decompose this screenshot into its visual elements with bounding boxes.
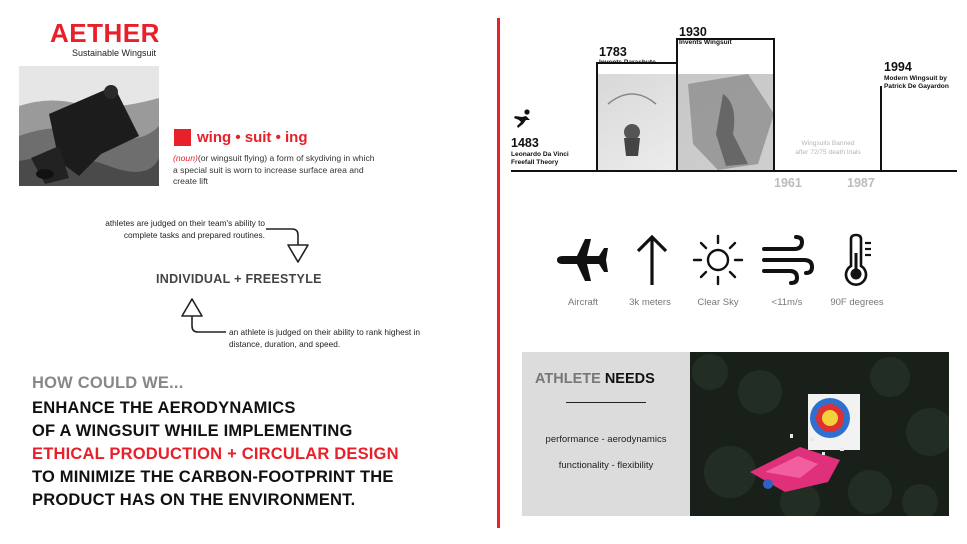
needs-divider <box>566 402 646 403</box>
definition-marker <box>174 129 191 146</box>
airplane-icon <box>555 233 609 287</box>
category-label: INDIVIDUAL + FREESTYLE <box>156 272 322 286</box>
hcw-line-2: OF A WINGSUIT WHILE IMPLEMENTING <box>32 422 353 440</box>
hcw-line-3: ETHICAL PRODUCTION + CIRCULAR DESIGN <box>32 445 399 463</box>
event-year-1994: 1994 <box>884 60 912 74</box>
ban-caption-b: after 72/75 death trials <box>795 149 861 156</box>
individual-judging-note: an athlete is judged on their ability to rank highest in distance, duration, and speed. <box>229 327 420 349</box>
definition-term: wing • suit • ing <box>197 129 308 146</box>
ban-end-year: 1987 <box>847 176 875 190</box>
skydiver-icon <box>512 108 534 130</box>
hcw-line-5: PRODUCT HAS ON THE ENVIRONMENT. <box>32 491 356 509</box>
arrow-up-icon <box>625 233 679 287</box>
event-caption-1783: Invents Parachute <box>599 59 656 66</box>
event-caption-1483-b: Freefall Theory <box>511 159 559 166</box>
panel-divider <box>497 18 500 528</box>
arrow-up-outline-icon <box>178 296 230 338</box>
wingsuit-flyer-photo <box>19 66 159 186</box>
definition-text <box>173 153 378 188</box>
athlete-needs-title <box>535 371 655 387</box>
condition-label-wind: <11m/s <box>771 297 803 308</box>
needs-item-performance: performance - aerodynamics <box>545 434 667 445</box>
timeline-bar-1994 <box>880 86 882 172</box>
arrow-down-icon <box>262 225 310 265</box>
event-caption-1483-a: Leonardo Da Vinci <box>511 151 569 158</box>
event-caption-1994-b: Patrick De Gayardon <box>884 83 949 90</box>
condition-label-temperature: 90F degrees <box>830 297 884 308</box>
condition-label-altitude: 3k meters <box>629 297 671 308</box>
needs-title-light: ATHLETE <box>535 371 601 387</box>
condition-label-sky: Clear Sky <box>697 297 739 308</box>
timeline-baseline <box>511 170 957 172</box>
ban-caption-a: Wingsuits Banned <box>801 140 855 147</box>
brand-title: AETHER <box>50 18 160 48</box>
ban-start-year: 1961 <box>774 176 802 190</box>
needs-title-bold: NEEDS <box>604 371 655 387</box>
condition-label-aircraft: Aircraft <box>567 297 599 308</box>
definition-pos: (noun) <box>173 153 198 163</box>
event-caption-1994-a: Modern Wingsuit by <box>884 75 947 82</box>
event-caption-1930: Invents Wingsuit <box>679 39 732 46</box>
thermometer-icon <box>830 233 884 287</box>
timeline-bar-1930 <box>676 38 678 172</box>
hcw-line-4: TO MINIMIZE THE CARBON-FOOTPRINT THE <box>32 468 394 486</box>
hcw-lead: HOW COULD WE... <box>32 374 184 392</box>
wingsuit-target-photo <box>690 352 949 516</box>
hcw-line-1: ENHANCE THE AERODYNAMICS <box>32 399 296 417</box>
event-year-1930: 1930 <box>679 25 707 39</box>
needs-item-functionality: functionality - flexibility <box>558 460 654 471</box>
sun-icon <box>691 233 745 287</box>
team-judging-note: athletes are judged on their team's ability to complete tasks and prepared routines. <box>105 218 265 240</box>
event-year-1483: 1483 <box>511 136 539 150</box>
event-year-1783: 1783 <box>599 45 627 59</box>
brand-subtitle: Sustainable Wingsuit <box>72 48 157 58</box>
timeline-history-photo <box>598 74 774 170</box>
definition-body: (or wingsuit flying) a form of skydiving in which a special suit is worn to increase surface area and create lift <box>173 153 375 186</box>
timeline-bar-1930-end <box>773 38 775 172</box>
wind-icon <box>760 233 814 287</box>
timeline-bar-1783 <box>596 62 598 172</box>
